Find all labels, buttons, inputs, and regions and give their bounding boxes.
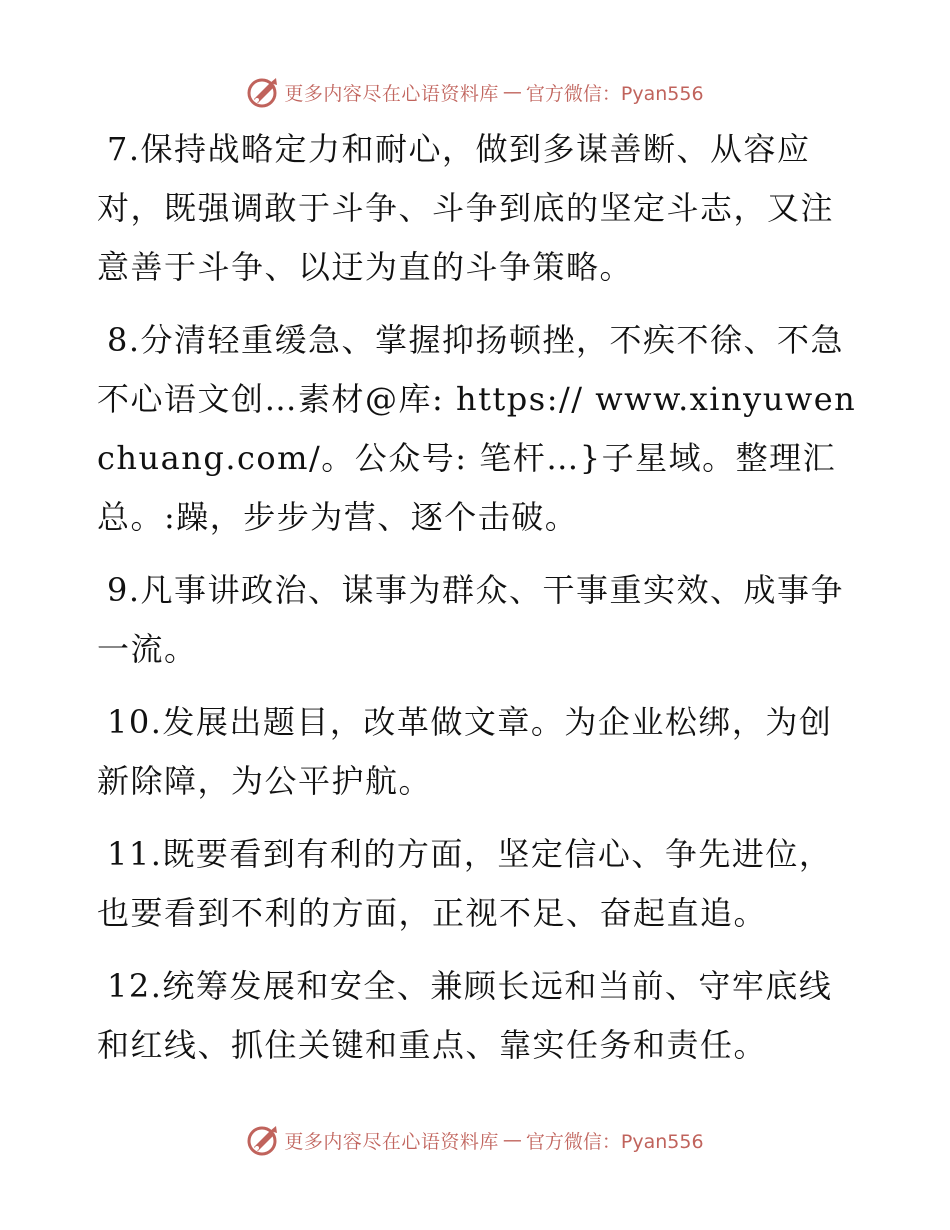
header-banner [0, 72, 950, 112]
item-number: 8. [107, 321, 141, 359]
item-text: 统筹发展和安全、兼顾长远和当前、守牢底线和红线、抓住关键和重点、靠实任务和责任。 [97, 967, 833, 1064]
item-number: 10. [107, 703, 163, 741]
quill-pen-logo-icon [246, 75, 280, 109]
list-item [97, 561, 857, 679]
banner-title: 更多内容尽在心语资料库 [284, 82, 499, 105]
banner-title: 更多内容尽在心语资料库 [284, 1130, 499, 1153]
item-text: 凡事讲政治、谋事为群众、干事重实效、成事争一流。 [97, 571, 845, 668]
banner-wechat: 官方微信：Pyan556 [525, 1130, 704, 1153]
list-item [97, 311, 857, 547]
list-item [97, 120, 857, 297]
document-body [97, 120, 857, 1089]
banner-separator: — [502, 1129, 522, 1151]
quill-pen-logo-icon [246, 1123, 280, 1157]
list-item [97, 693, 857, 811]
item-text: 分清轻重缓急、掌握抑扬顿挫，不疾不徐、不急不心语文创…素材@库: https:// www.xinyuwenchuang.com/。公众号: 笔杆…}子星域。整理汇总。:躁，步步为营、逐个击破。 [97, 321, 857, 536]
item-number: 12. [107, 967, 163, 1005]
item-text: 保持战略定力和耐心，做到多谋善断、从容应对，既强调敢于斗争、斗争到底的坚定斗志，又注意善于斗争、以迂为直的斗争策略。 [97, 130, 835, 286]
banner-separator: — [502, 81, 522, 103]
list-item [97, 957, 857, 1075]
footer-banner [0, 1120, 950, 1160]
item-text: 既要看到有利的方面，坚定信心、争先进位，也要看到不利的方面，正视不足、奋起直追。 [97, 835, 833, 932]
item-number: 9. [107, 571, 141, 609]
item-number: 11. [107, 835, 163, 873]
banner-wechat: 官方微信：Pyan556 [525, 82, 704, 105]
item-number: 7. [107, 130, 141, 168]
item-text: 发展出题目，改革做文章。为企业松绑，为创新除障，为公平护航。 [97, 703, 833, 800]
list-item [97, 825, 857, 943]
